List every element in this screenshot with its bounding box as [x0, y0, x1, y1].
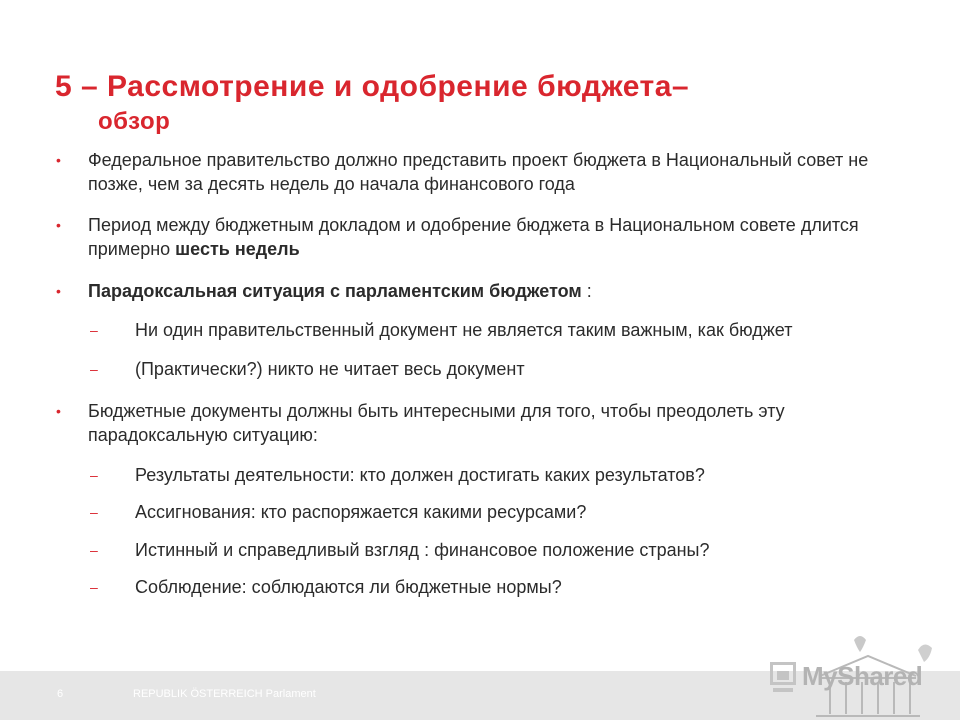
- sub-item: [56, 538, 916, 562]
- title-line-1: 5 – Рассмотрение и одобрение бюджета–: [55, 70, 690, 103]
- sub-item-text: Ни один правительственный документ не является таким важным, как бюджет: [135, 320, 793, 340]
- bullet-text: Федеральное правительство должно представить проект бюджета в Национальный совет не позже, чем за десять недель до начала финансового года: [88, 150, 869, 194]
- bullet-item: [56, 399, 916, 447]
- dash-marker: –: [90, 322, 98, 338]
- footer-text: REPUBLIK ÖSTERREICH Parlament: [133, 688, 316, 700]
- bullet-marker: •: [56, 152, 61, 168]
- slide-content: [56, 148, 916, 599]
- myshared-watermark: [768, 628, 960, 720]
- slide-title: [55, 70, 689, 136]
- bullet-item: [56, 279, 916, 303]
- sub-item-text: Истинный и справедливый взгляд : финансовое положение страны?: [135, 540, 710, 560]
- sub-item-text: (Практически?) никто не читает весь документ: [135, 359, 525, 379]
- dash-marker: –: [90, 467, 98, 483]
- sub-item-text: Ассигнования: кто распоряжается какими ресурсами?: [135, 502, 587, 522]
- watermark-text: MyShared: [802, 661, 923, 691]
- dash-marker: –: [90, 361, 98, 377]
- title-line-2: обзор: [98, 108, 171, 135]
- bullet-item: [56, 213, 916, 261]
- sub-item: [56, 575, 916, 599]
- bullet-text: :: [581, 281, 592, 301]
- sub-item-text: Результаты деятельности: кто должен достигать каких результатов?: [135, 465, 705, 485]
- bullet-bold-text: Парадоксальная ситуация с парламентским бюджетом: [88, 281, 582, 301]
- sub-item: [56, 357, 916, 381]
- sub-item: [56, 500, 916, 524]
- bullet-text: Бюджетные документы должны быть интересными для того, чтобы преодолеть эту парадоксальную ситуацию:: [88, 401, 785, 445]
- bullet-marker: •: [56, 283, 61, 299]
- bullet-item: [56, 148, 916, 196]
- dash-marker: –: [90, 579, 98, 595]
- sub-item: [56, 318, 916, 342]
- sub-item-text: Соблюдение: соблюдаются ли бюджетные нормы?: [135, 577, 562, 597]
- sub-item: [56, 463, 916, 487]
- bullet-text: Период между бюджетным докладом и одобрение бюджета в Национальном совете длится примерно: [88, 215, 859, 259]
- bullet-marker: •: [56, 403, 61, 419]
- dash-marker: –: [90, 504, 98, 520]
- bullet-bold-text: шесть недель: [175, 239, 300, 259]
- bullet-marker: •: [56, 217, 61, 233]
- page-number: 6: [57, 688, 64, 700]
- dash-marker: –: [90, 542, 98, 558]
